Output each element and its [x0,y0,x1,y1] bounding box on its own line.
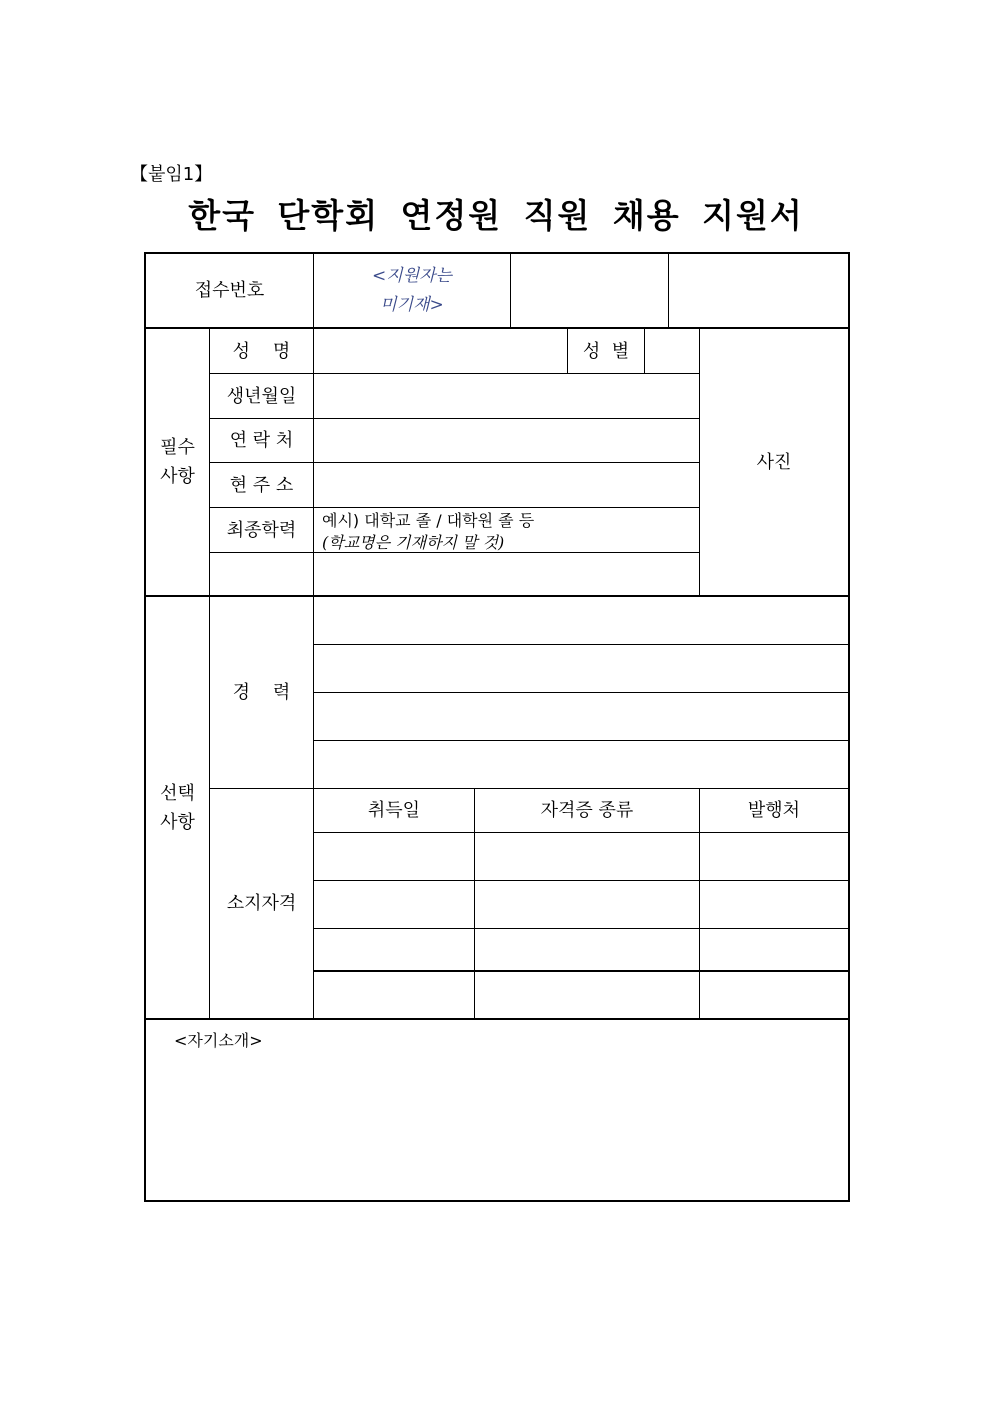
career-row[interactable] [314,741,848,788]
education-example-line2: (학교명은 기재하지 말 것) [322,533,505,552]
gender-label: 성 별 [582,340,630,362]
career-row[interactable] [314,597,848,644]
cert-issuer-field[interactable] [700,929,848,970]
education-field[interactable] [322,510,697,552]
self-intro-field[interactable] [146,1054,848,1200]
cert-date-field[interactable] [314,833,474,880]
education-example-line1: 예시) 대학교 졸 / 대학원 졸 등 [322,511,535,530]
certificates-label: 소지자격 [226,893,297,914]
cert-type-field[interactable] [475,929,699,970]
receipt-number-field[interactable] [511,254,668,327]
education-label: 최종학력 [226,519,297,541]
cert-date-field[interactable] [314,972,474,1018]
career-row[interactable] [314,693,848,740]
cert-date-field[interactable] [314,929,474,970]
optional-label-line1: 선택 [160,782,195,804]
required-label-line2: 사항 [160,466,195,487]
cert-issuer-field[interactable] [700,833,848,880]
optional-section-label [146,597,209,1018]
receipt-note-line2: 미기재> [380,294,444,315]
cert-date-field[interactable] [314,881,474,928]
address-field[interactable] [314,463,699,507]
gender-field[interactable] [645,329,699,373]
receipt-extra-field[interactable] [669,254,848,327]
receipt-note [314,254,510,327]
name-label: 성 명 [232,340,291,362]
cert-header-type: 자격증 종류 [540,800,634,821]
required-section-label [146,329,209,595]
birth-date-label: 생년월일 [226,385,297,407]
contact-field[interactable] [314,419,699,462]
address-label: 현 주 소 [229,474,294,496]
extra-required-field[interactable] [314,553,699,595]
application-form [144,252,850,1202]
birth-date-field[interactable] [314,374,699,418]
career-row[interactable] [314,645,848,692]
cert-header-issuer: 발행처 [747,800,801,821]
form-title: 한국 단학회 연정원 직원 채용 지원서 [188,196,804,235]
cert-header-date: 취득일 [367,800,421,821]
optional-label-line2: 사항 [160,811,195,833]
attachment-label: 【붙임1】 [130,164,213,185]
cert-issuer-field[interactable] [700,881,848,928]
photo-box[interactable]: 사진 [756,451,792,473]
contact-label: 연 락 처 [229,430,294,451]
cert-type-field[interactable] [475,833,699,880]
cert-type-field[interactable] [475,881,699,928]
cert-issuer-field[interactable] [700,972,848,1018]
receipt-note-line1: <지원자는 [372,265,452,286]
required-label-line1: 필수 [160,437,195,458]
career-label: 경 력 [232,682,291,703]
self-intro-label: <자기소개> [174,1030,263,1050]
extra-required-label [210,553,313,595]
cert-type-field[interactable] [475,972,699,1018]
receipt-number-label: 접수번호 [194,280,265,301]
name-field[interactable] [314,329,567,373]
